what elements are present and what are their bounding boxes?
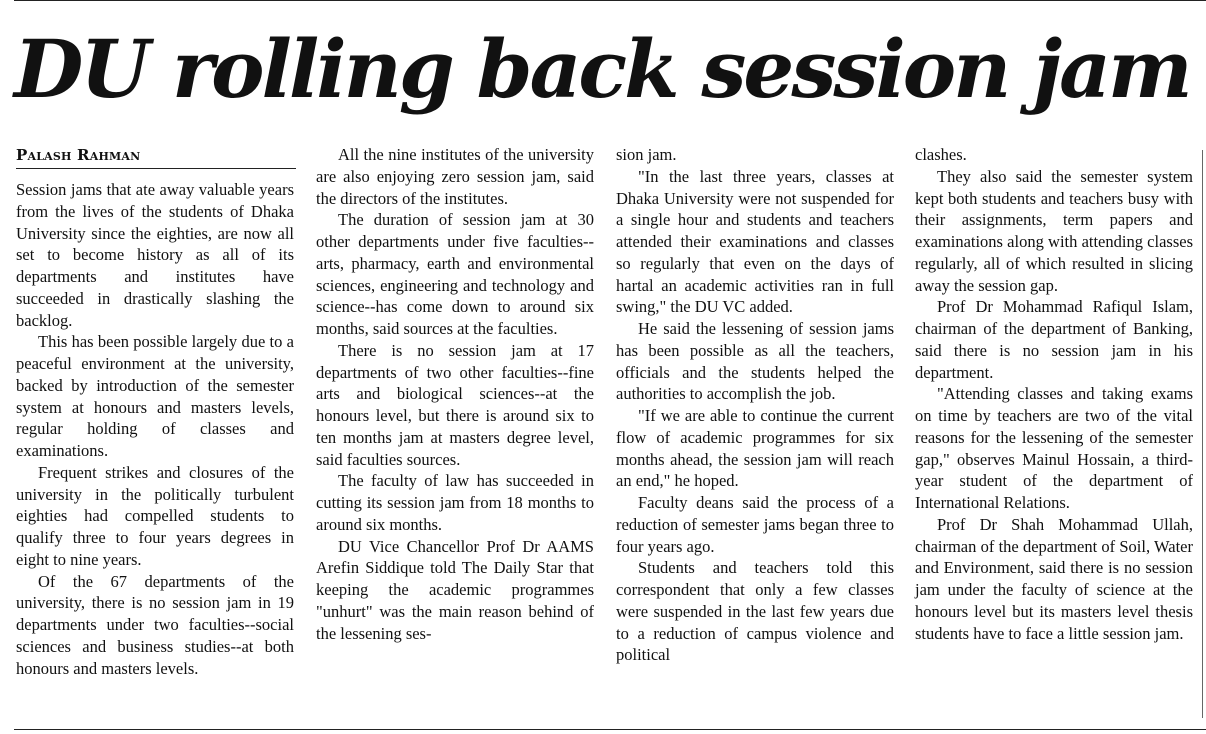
paragraph: sion jam. xyxy=(616,145,677,164)
paragraph: All the nine institutes of the university are also enjoying zero session jam, said the directors of the institutes. xyxy=(316,145,594,208)
paragraph: Faculty deans said the process of a reduction of semester jams began three to four years ago. xyxy=(616,493,894,556)
paragraph: There is no session jam at 17 departments of two other faculties--fine arts and biological sciences--at the honours level, but there is around six to ten months jam at masters degree level, said faculties sources. xyxy=(316,340,594,469)
paragraph: The duration of session jam at 30 other departments under five faculties--arts, pharmacy, earth and environmental sciences, engineering and technology and science--has come down to around six months, said sources at the faculties. xyxy=(316,210,594,338)
paragraph: "If we are able to continue the current flow of academic programmes for six months ahead, the session jam will reach an end," he hoped. xyxy=(616,406,894,491)
bottom-rule xyxy=(14,729,1206,730)
column-1 xyxy=(16,179,294,679)
paragraph: Prof Dr Shah Mohammad Ullah, chairman of the department of Soil, Water and Environment, said there is no session jam under the faculty of science at the honours level but its masters level thesis students have to face a little session jam. xyxy=(915,514,1193,643)
byline: Palash Rahman xyxy=(16,146,296,169)
paragraph: Students and teachers told this correspondent that only a few classes were suspended in the last few years due to a reduction of campus violence and political xyxy=(616,558,894,665)
paragraph: DU Vice Chancellor Prof Dr AAMS Arefin Siddique told The Daily Star that keeping the academic programmes "unhurt" was the main reason behind of the lessening ses- xyxy=(316,536,594,643)
paragraph: Prof Dr Mohammad Rafiqul Islam, chairman of the department of Banking, said there is no session jam in his department. xyxy=(915,297,1193,382)
column-3 xyxy=(616,144,894,666)
paragraph: clashes. xyxy=(915,145,967,164)
paragraph: "In the last three years, classes at Dhaka University were not suspended for a single hour and students and teachers attended their examinations and classes so regularly that even on the days of hartal an academic activities ran in full swing," the DU VC added. xyxy=(616,166,894,317)
right-edge-rule xyxy=(1202,150,1203,718)
paragraph: "Attending classes and taking exams on time by teachers are two of the vital reasons for the lessening of the semester gap," observes Mainul Hossain, a third-year student of the department of International Relations. xyxy=(915,384,1193,512)
paragraph: Of the 67 departments of the university, there is no session jam in 19 departments under two faculties--social sciences and business studies--at both honours and masters levels. xyxy=(16,571,294,678)
paragraph: He said the lessening of session jams has been possible as all the teachers, officials and the students helped the authorities to accomplish the job. xyxy=(616,319,894,404)
paragraph: They also said the semester system kept both students and teachers busy with their assignments, term papers and examinations along with attending classes regularly, all of which resulted in slicing away the session gap. xyxy=(915,166,1193,295)
column-2 xyxy=(316,144,594,644)
top-rule xyxy=(14,0,1206,1)
paragraph: This has been possible largely due to a peaceful environment at the university, backed by introduction of the semester system at honours and masters levels, regular holding of classes and examinations. xyxy=(16,332,294,460)
headline: DU rolling back session jam xyxy=(14,22,1190,116)
column-4 xyxy=(915,144,1193,644)
paragraph: Frequent strikes and closures of the university in the politically turbulent eighties had compelled students to qualify three to four years degrees in eight to nine years. xyxy=(16,462,294,569)
paragraph: The faculty of law has succeeded in cutting its session jam from 18 months to around six months. xyxy=(316,471,594,534)
paragraph: Session jams that ate away valuable years from the lives of the students of Dhaka University since the eighties, are now all set to become history as all of its departments and institutes have succeeded in drastically slashing the backlog. xyxy=(16,180,294,330)
